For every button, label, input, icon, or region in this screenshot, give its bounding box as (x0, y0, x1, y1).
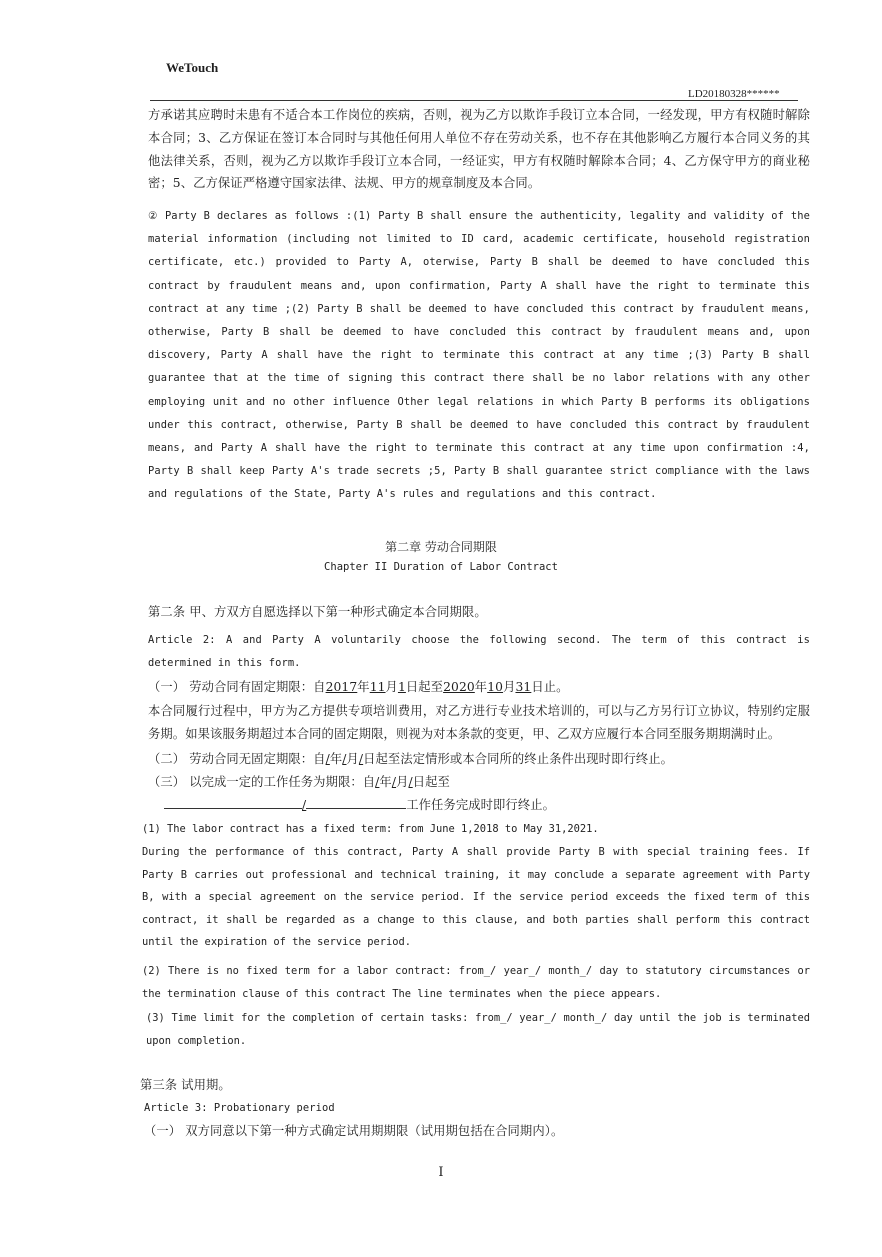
item2-suffix: 日起至法定情形或本合同所的终止条件出现时即行终止。 (363, 752, 674, 766)
year-unit: 年 (357, 680, 370, 694)
item3-month-blank: / (391, 775, 397, 789)
service-period-cn: 本合同履行过程中，甲方为乙方提供专项培训费用，对乙方进行专业技术培训的，可以与乙方另行订立协议，特别约定服务期。如果该服务期超过本合同的固定期限，则视为对本条款的变更，甲、乙双方应履行本合同至服务期期满时止。 (148, 704, 810, 741)
item2-month-unit: 月 (346, 752, 359, 766)
article-2-heading-en: Article 2: A and Party A voluntarily choose the following second. The term of this contract is determined in this form. (148, 634, 810, 670)
start-month: 11 (369, 680, 386, 694)
header-divider (150, 100, 798, 101)
day-from-unit: 日起至 (405, 680, 444, 694)
service-period-en: During the performance of this contract, Party A shall provide Party B with special training fees. If Party B carries out professional and technical training, it may conclude a separate agreement with Party B, with a special agreement on the service period. If the service period exceeds the fixed term of this contract, it shall be regarded as a change to this clause, and both parties shall perform this contract until the expiration of the service period. (142, 846, 810, 949)
item3-line2-suffix: 工作任务完成时即行终止。 (406, 798, 556, 812)
page-number: I (438, 1165, 444, 1180)
day-end-unit: 日止。 (531, 680, 569, 694)
article-3-item-1-cn: （一） 双方同意以下第一种方式确定试用期期限（试用期包括在合同期内）。 (144, 1124, 564, 1138)
article-2-en-item-1: (1) The labor contract has a fixed term: from June 1,2018 to May 31,2021. (142, 823, 599, 835)
item3-year-unit: 年 (379, 775, 392, 789)
chapter-title-en: Chapter II Duration of Labor Contract (324, 561, 558, 573)
month-unit: 月 (385, 680, 398, 694)
item3-year-blank: / (375, 775, 380, 789)
clause-en-declaration: ② Party B declares as follows :(1) Party B shall ensure the authenticity, legality and validity of the material information (including not limited to ID card, academic certificate, household registration certificate, etc.) provided to Party A, oterwise, Party B shall be deemed to have concluded this contract by fraudulent means and, upon confirmation, Party A shall have the right to terminate this contract at any time ;(2) Party B shall be deemed to have concluded this contract by fraudulent means, otherwise, Party B shall be deemed to have concluded this contract by fraudulent means and, upon discovery, Party A shall have the right to terminate this contract at any time ;(3) Party B shall guarantee that at the time of signing this contract there shall be no labor relations with any other employing unit and no other influence Other legal relations in which Party B performs its obligations under this contract, otherwise, Party B shall be deemed to have concluded this contract by fraudulent means, and Party A shall have the right to terminate this contract at any time upon confirmation :4, Party B shall keep Party A's trade secrets ;5, Party B shall guarantee strict compliance with the laws and regulations of the State, Party A's rules and regulations and this contract. (148, 210, 810, 501)
item3-day-blank: / (408, 775, 413, 789)
item2-month-blank: / (342, 752, 347, 766)
start-day: 1 (397, 680, 406, 694)
article-2-en-item-2: (2) There is no fixed term for a labor contract: from_/ year_/ month_/ day to statutory circumstances or the termination clause of this contract The line terminates when the piece appears. (142, 965, 810, 1000)
item2-prefix: （二） 劳动合同无固定期限：自 (148, 752, 326, 766)
task-blank-slash: / (302, 798, 307, 812)
article-2-item-2-cn (148, 748, 810, 771)
article-2-en-item-3: (3) Time limit for the completion of certain tasks: from_/ year_/ month_/ day until the job is terminated upon completion. (146, 1012, 810, 1047)
item3-prefix: （三） 以完成一定的工作任务为期限：自 (148, 775, 376, 789)
article-2-item-3-cn (148, 771, 810, 794)
article-2-heading-cn: 第二条 甲、方双方自愿选择以下第一种形式确定本合同期限。 (148, 605, 487, 619)
end-month: 10 (487, 680, 504, 694)
article-2-item-1-cn (148, 676, 810, 699)
item2-year-unit: 年 (329, 752, 343, 766)
brand-name: WeTouch (166, 60, 219, 75)
item2-year-blank: / (325, 752, 330, 766)
item3-month-unit: 月 (396, 775, 409, 789)
year-unit-2: 年 (474, 680, 488, 694)
task-blank-left (164, 796, 302, 809)
clause-cn-continued: 方承诺其应聘时未患有不适合本工作岗位的疾病，否则，视为乙方以欺诈手段订立本合同，一经发现，甲方有权随时解除本合同；3、乙方保证在签订本合同时与其他任何用人单位不存在劳动关系，也不存在其他影响乙方履行本合同义务的其他法律关系，否则，视为乙方以欺诈手段订立本合同，一经证实，甲方有权随时解除本合同；4、乙方保守甲方的商业秘密；5、乙方保证严格遵守国家法律、法规、甲方的规章制度及本合同。 (148, 108, 810, 191)
article-3-heading-cn: 第三条 试用期。 (140, 1078, 231, 1092)
item1-prefix: （一） 劳动合同有固定期限：自 (148, 680, 326, 694)
end-day: 31 (515, 680, 532, 694)
start-year: 2017 (325, 680, 358, 694)
chapter-title-cn: 第二章 劳动合同期限 (385, 540, 497, 554)
article-2-item-3-line-2 (164, 794, 804, 817)
item2-day-blank: / (358, 752, 364, 766)
month-unit-2: 月 (503, 680, 516, 694)
end-year: 2020 (443, 680, 475, 694)
article-3-heading-en: Article 3: Probationary period (144, 1102, 335, 1114)
document-code: LD20180328****** (688, 88, 780, 100)
task-blank-right (306, 796, 406, 809)
item3-suffix: 日起至 (412, 775, 450, 789)
